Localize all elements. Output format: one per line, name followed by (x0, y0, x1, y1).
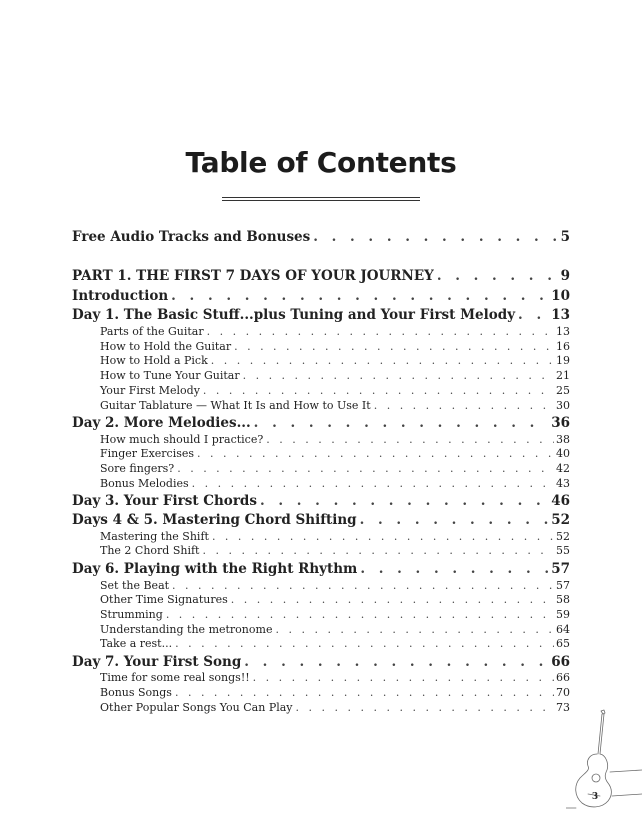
page-number: 3 (591, 792, 599, 802)
toc-entry-days-4-5[interactable]: Days 4 & 5. Mastering Chord Shifting . . . 52 (72, 512, 570, 529)
toc-entry-strumming[interactable]: Strumming . . . 59 (72, 607, 570, 622)
title-rule-top (222, 197, 420, 198)
toc-entry-day-1[interactable]: Day 1. The Basic Stuff...plus Tuning and Your First Melody . . . 13 (72, 307, 570, 324)
toc-entry-hold-pick[interactable]: How to Hold a Pick . . . 19 (72, 353, 570, 368)
toc-entry-practice[interactable]: How much should I practice? . . . 38 (72, 432, 570, 447)
toc-entry-bonus-melodies[interactable]: Bonus Melodies . . . 43 (72, 476, 570, 491)
toc-entry-first-melody[interactable]: Your First Melody . . . 25 (72, 383, 570, 398)
toc-entry-bonus-songs[interactable]: Bonus Songs . . . 70 (72, 685, 570, 700)
toc-entry-day-3[interactable]: Day 3. Your First Chords . . . 46 (72, 493, 570, 510)
toc-entry-sore-fingers[interactable]: Sore fingers? . . . 42 (72, 461, 570, 476)
toc-entry-day-2[interactable]: Day 2. More Melodies... . . . 36 (72, 415, 570, 432)
toc-entry-set-beat[interactable]: Set the Beat . . . 57 (72, 578, 570, 593)
title-rule-bottom (222, 200, 420, 201)
toc-entry-time-signatures[interactable]: Other Time Signatures . . . 58 (72, 592, 570, 607)
toc-entry-finger-exercises[interactable]: Finger Exercises . . . 40 (72, 446, 570, 461)
toc-entry-metronome[interactable]: Understanding the metronome . . . 64 (72, 622, 570, 637)
toc-entry-day-7[interactable]: Day 7. Your First Song . . . 66 (72, 654, 570, 671)
toc-entry-free-audio[interactable]: Free Audio Tracks and Bonuses . . . 5 (72, 229, 570, 246)
guitar-icon (566, 708, 642, 816)
toc-entry-day-6[interactable]: Day 6. Playing with the Right Rhythm . . . 57 (72, 561, 570, 578)
toc-entry-take-rest[interactable]: Take a rest... . . . 65 (72, 636, 570, 651)
toc-entry-tablature[interactable]: Guitar Tablature — What It Is and How to Use It . . . 30 (72, 398, 570, 413)
toc-entry-introduction[interactable]: Introduction . . . 10 (72, 288, 570, 305)
toc-entry-popular-songs[interactable]: Other Popular Songs You Can Play . . . 73 (72, 700, 570, 715)
toc-entry-part-1[interactable]: PART 1. THE FIRST 7 DAYS OF YOUR JOURNEY . . . 9 (72, 268, 570, 285)
toc-entry-mastering-shift[interactable]: Mastering the Shift . . . 52 (72, 529, 570, 544)
toc-entry-real-songs[interactable]: Time for some real songs!! . . . 66 (72, 670, 570, 685)
page-title: Table of Contents (185, 146, 457, 179)
toc-entry-2-chord-shift[interactable]: The 2 Chord Shift . . . 55 (72, 543, 570, 558)
toc-entry-hold-guitar[interactable]: How to Hold the Guitar . . . 16 (72, 339, 570, 354)
toc-entry-tune-guitar[interactable]: How to Tune Your Guitar . . . 21 (72, 368, 570, 383)
toc-entry-parts-of-guitar[interactable]: Parts of the Guitar . . . 13 (72, 324, 570, 339)
